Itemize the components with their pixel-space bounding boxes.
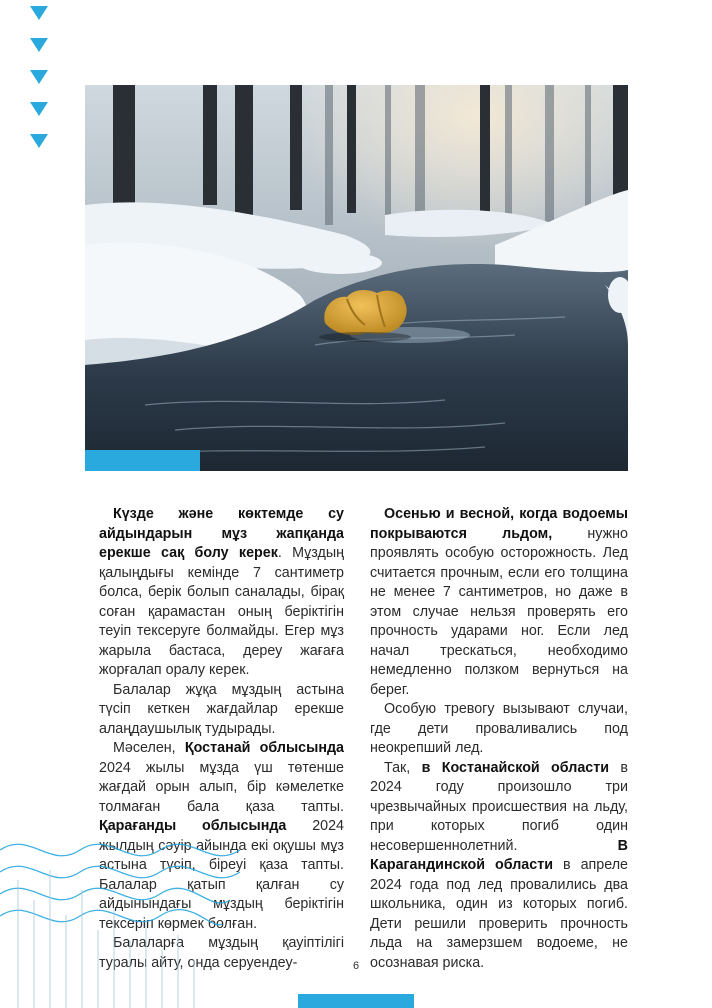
kazakh-lead-text: . Мұздың қалыңдығы кемінде 7 сантиметр болса, берік болып саналады, бірақ соған қарамастан оның беріктігін теуіп тексеруге болмайды. Егер мұз жарыла бастаса, дереу жағаға жорғалап оралу керек. [99, 545, 344, 678]
decorative-triangles [30, 6, 50, 166]
triangle-icon [30, 6, 48, 20]
triangle-icon [30, 134, 48, 148]
bottom-accent-bar [298, 994, 414, 1008]
kazakh-region-bold: Қостанай облысында [184, 740, 344, 756]
russian-region-bold: в Костанайской области [421, 759, 610, 776]
kazakh-p3-text: Мәселен, [113, 740, 185, 756]
russian-lead-bold: Осенью и весной, когда водоемы покрываются льдом, [370, 506, 628, 542]
kazakh-paragraph [99, 681, 344, 740]
russian-paragraph [370, 700, 628, 759]
kazakh-p4-text: Балаларға мұздың қауіптілігі туралы айту, онда серуендеу- [99, 935, 344, 971]
page-number: 6 [352, 960, 360, 972]
kazakh-paragraph [99, 505, 344, 681]
russian-p2-text: Особую тревогу вызывают случаи, где дети проваливались под неокрепший лед. [370, 701, 628, 756]
kazakh-p3-text: 2024 жылдың сәуір айында екі оқушы мұз астына түсіп, біреуі қаза тапты. Балалар қатып қалған су айдынындағы мұздың беріктігін тексеріп көрмек болған. [99, 818, 345, 932]
decorative-waves [0, 820, 240, 1008]
photo-accent-bar [85, 450, 200, 471]
kazakh-p3-text: 2024 жылы мұзда үш төтенше жағдай орын алып, бір кәмелетке толмаған бала қаза тапты. [99, 759, 344, 815]
kazakh-region-bold: Қарағанды облысында [99, 818, 287, 834]
triangle-icon [30, 102, 48, 116]
winter-stream-photo [85, 85, 628, 471]
russian-lead-text: нужно проявлять особую осторожность. Лед считается прочным, если его толщина не менее 7 сантиметров, но даже в этом случае нельзя проверять его прочность ударами ног. Если лед начал трескаться, необходимо немедленно ползком вернуться на берег. [370, 525, 628, 698]
kazakh-p2-text: Балалар жұқа мұздың астына түсіп кеткен жағдайлар ерекше алаңдаушылық тудырады. [99, 681, 344, 737]
russian-p3-text: Так, [384, 759, 422, 776]
russian-p3-text: в 2024 году произошло три чрезвычайных происшествия на льду, при которых погиб один несовершеннолетний. [370, 759, 628, 854]
photo-illustration [85, 85, 628, 471]
russian-text-column [370, 505, 628, 973]
russian-paragraph [370, 505, 628, 700]
russian-paragraph [370, 759, 628, 974]
russian-p3-text: в апреле 2024 года под лед провалились два школьника, один из которых погиб. Дети решили проверить прочность льда на замерзшем водоеме, не осознавая риска. [370, 857, 628, 971]
russian-region-bold: В Карагандинской области [370, 837, 628, 873]
triangle-icon [30, 38, 48, 52]
triangle-icon [30, 70, 48, 84]
kazakh-lead-bold: Күзде және көктемде су айдындарын мұз жапқанда ерекше сақ болу керек [99, 506, 344, 561]
